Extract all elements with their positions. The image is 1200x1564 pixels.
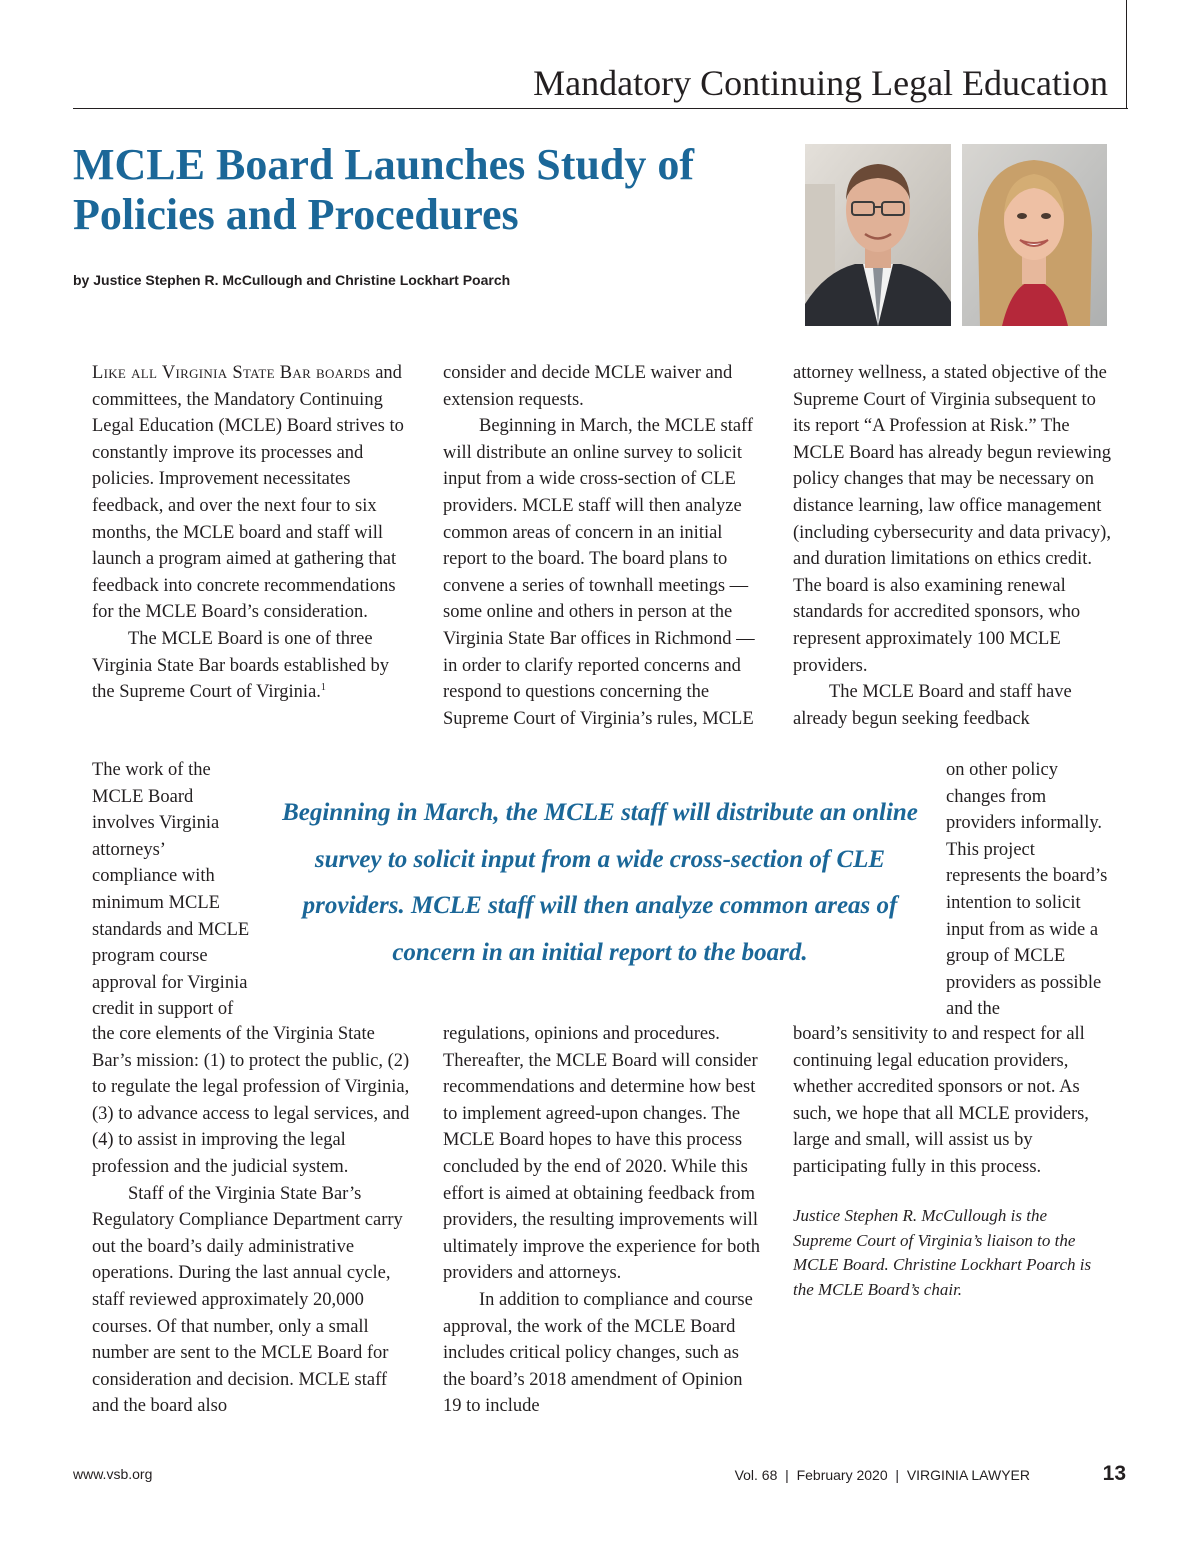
paragraph-text: The MCLE Board is one of three Virginia State Bar boards established by the Supreme Court of Virginia. — [92, 628, 390, 703]
author-photo-mccullough — [805, 144, 951, 326]
paragraph-text: on other policy changes from providers informally. This project represents the board’s intention to solicit input from as wide a group of MCLE providers as possible and the — [946, 760, 1108, 1020]
column-1-bottom — [92, 1021, 412, 1420]
page-number: 13 — [1102, 1462, 1126, 1485]
column-1-wrap — [92, 757, 250, 1023]
byline: by Justice Stephen R. McCullough and Christine Lockhart Poarch — [73, 272, 511, 288]
paragraph-text: In addition to compliance and course approval, the work of the MCLE Board includes critical policy changes, such as the board’s 2018 amendment of Opinion 19 to include — [443, 1289, 753, 1417]
column-3-wrap — [946, 757, 1112, 1023]
paragraph-text: consider and decide MCLE waiver and extension requests. — [443, 363, 733, 410]
author-photo-poarch — [962, 144, 1107, 326]
column-2-top — [443, 360, 763, 732]
pull-quote: Beginning in March, the MCLE staff will distribute an online survey to solicit input from a wide cross-section of CLE providers. MCLE staff will then analyze common areas of concern in an initial report to the board. — [282, 799, 918, 966]
paragraph-text: Staff of the Virginia State Bar’s Regulatory Compliance Department carry out the board’s daily administrative operations. During the last annual cycle, staff reviewed approximately 20,000 courses. Of that number, only a small number are sent to the MCLE Board for consideration and decision. MCLE staff and the board also — [92, 1183, 403, 1417]
paragraph-text: The work of the MCLE Board involves Virginia attorneys’ compliance with minimum MCLE standards and MCLE program course approval for Virginia credit in support of — [92, 760, 250, 1020]
column-1-top — [92, 360, 412, 706]
author-bio: Justice Stephen R. McCullough is the Supreme Court of Virginia’s liaison to the MCLE Board. Christine Lockhart Poarch is the MCLE Board’s chair. — [793, 1206, 1092, 1299]
header-rule — [73, 108, 1128, 109]
column-2-bottom — [443, 1021, 763, 1420]
paragraph-text: regulations, opinions and procedures. Thereafter, the MCLE Board will consider recommendations and determine how best to implement agreed-upon changes. The MCLE Board hopes to have this process concluded by the end of 2020. While this effort is aimed at obtaining feedback from providers, the resulting improvements will ultimately improve the experience for both providers and attorneys. — [443, 1024, 760, 1284]
section-title: Mandatory Continuing Legal Education — [533, 63, 1108, 103]
column-3-bottom — [793, 1021, 1113, 1181]
paragraph-text: The MCLE Board and staff have already begun seeking feedback — [793, 682, 1072, 729]
column-3-top — [793, 360, 1113, 732]
paragraph-text: the core elements of the Virginia State Bar’s mission: (1) to protect the public, (2) to regulate the legal profession of Virginia, (3) to advance access to legal services, and (4) to assist in improving the legal profession and the judicial system. — [92, 1024, 410, 1177]
paragraph — [92, 360, 412, 626]
footnote-ref: 1 — [320, 681, 326, 693]
paragraph-text: board’s sensitivity to and respect for all continuing legal education providers, whether accredited sponsors or not. As such, we hope that all MCLE providers, large and small, will assist us by participating fully in this process. — [793, 1024, 1089, 1177]
lead-in: Like all Virginia State Bar boards — [92, 363, 371, 383]
paragraph-text: attorney wellness, a stated objective of the Supreme Court of Virginia subsequent to its report “A Profession at Risk.” The MCLE Board has already begun reviewing policy changes that may be necessary on distance learning, law office management (including cybersecurity and data privacy), and duration limitations on ethics credit. The board is also examining renewal standards for accredited sponsors, who represent approximately 100 MCLE providers. — [793, 363, 1112, 676]
paragraph — [92, 626, 412, 706]
article-title: MCLE Board Launches Study of Policies and Procedures — [73, 140, 695, 239]
paragraph-text: and committees, the Mandatory Continuing Legal Education (MCLE) Board strives to constantly improve its processes and policies. Improvement necessitates feedback, and over the next four to six months, the MCLE board and staff will launch a program aimed at gathering that feedback into concrete recommendations for the MCLE Board’s consideration. — [92, 363, 404, 623]
footer-issue: Vol. 68 | February 2020 | VIRGINIA LAWYER — [734, 1467, 1030, 1483]
footer-website: www.vsb.org — [73, 1466, 153, 1482]
paragraph-text: Beginning in March, the MCLE staff will distribute an online survey to solicit input from a wide cross-section of CLE providers. MCLE staff will then analyze common areas of concern in an initial report to the board. The board plans to convene a series of townhall meetings — some online and others in person at the Virginia State Bar offices in Richmond — in order to clarify reported concerns and respond to questions concerning the Supreme Court of Virginia’s rules, MCLE — [443, 416, 755, 729]
header-vertical-rule — [1126, 0, 1127, 109]
